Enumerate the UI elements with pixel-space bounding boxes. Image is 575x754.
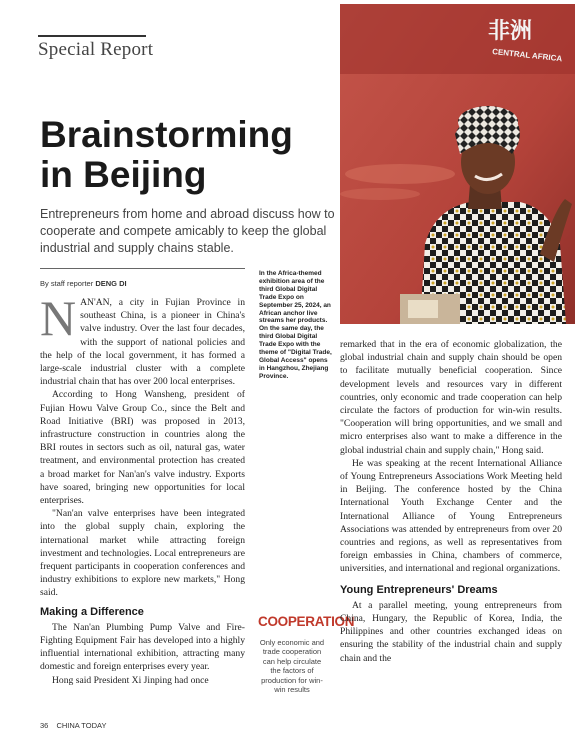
- byline: [40, 279, 127, 288]
- pullquote-text: Only economic and trade cooperation can help circulate the factors of production for win-win results: [259, 638, 325, 695]
- publication-name: CHINA TODAY: [56, 721, 107, 730]
- article-title: [40, 115, 340, 195]
- paragraph: remarked that in the era of economic globalization, the global industrial chain and supply chain should be open to facilitate mutually beneficial cooperation. Since development levels and resources vary in different countries, only economic and trade cooperation can help circulate the factors of production for win-win results. "Cooperation will bring opportunities, and we small and micro enterprises also want to make a difference in the global industrial chain and supply chain," Hong said.: [340, 339, 562, 456]
- paragraph: According to Hong Wansheng, president of Fujian Howu Valve Group Co., since the Belt and Road Initiative (BRI) was proposed in 2013, infrastructure construction in countries along the BRI routes in sectors such as oil, natural gas, water treatment, and environmental protection has created a broad market for Nan'an's valve industry. Exports have soared, bringing new opportunities for local enterprises.: [40, 389, 245, 507]
- drop-cap: N: [40, 290, 77, 346]
- paragraph: "Nan'an valve enterprises have been integrated into the global supply chain, exploring the international market while attracting foreign investment and technologies. Local entrepreneurs are frequent participants in cooperation conferences and industry exhibitions to explore new markets," Hong said.: [40, 508, 245, 599]
- byline-rule: [40, 268, 245, 269]
- section-label: Special Report: [38, 39, 154, 60]
- byline-prefix: By staff reporter: [40, 279, 94, 288]
- section-rule: [38, 35, 146, 37]
- paragraph-text: AN'AN, a city in Fujian Province in southeast China, is a pioneer in China's valve industry. Over the last four decades, with the support of national policies and the help of the local government, it has formed a large-scale industrial cluster with a complete industrial chain that has over 200 local enterprises.: [40, 297, 245, 388]
- photo-caption: In the Africa-themed exhibition area of the third Global Digital Trade Expo on September 25, 2024, an African anchor live streams her products. On the same day, the third Global Digital Trade Expo with the theme of "Digital Trade, Global Access" opens in Hangzhou, Zhejiang Province.: [259, 270, 332, 380]
- paragraph: At a parallel meeting, young entrepreneurs from China, Hungary, the Republic of Korea, India, the Philippines and other countries exchanged ideas on ensuring the stability of the industrial chain and supply chain and the: [340, 599, 562, 664]
- article-column-1: [40, 290, 245, 687]
- paragraph: The Nan'an Plumbing Pump Valve and Fire-Fighting Equipment Fair has developed into a highly influential international exhibition, attracting many domestic and foreign enterprises every year.: [40, 621, 245, 673]
- paragraph: He was speaking at the recent International Alliance of Young Entrepreneurs Associations Work Meeting held in Beijing. The conference hosted by the China International Youth Exchange Center and the International Alliance of Young Entrepreneurs Associations was attended by entrepreneurs from over 20 countries and regions, as well as representatives from foreign embassies in China, chambers of commerce, universities, and international and regional organizations.: [340, 457, 562, 575]
- title-line-1: Brainstorming: [40, 114, 293, 155]
- article-column-3: [340, 338, 562, 665]
- pullquote-title: COOPERATION: [258, 614, 355, 629]
- subhead: Making a Difference: [40, 605, 144, 618]
- photo-sign-sub: CENTRAL AFRICA: [491, 47, 563, 64]
- paragraph: [40, 290, 245, 388]
- page-footer: [40, 721, 106, 730]
- subhead: Young Entrepreneurs' Dreams: [340, 583, 498, 596]
- photo-sign-text: 非洲: [488, 19, 533, 44]
- title-line-2: in Beijing: [40, 154, 207, 195]
- byline-name: DENG DI: [95, 279, 127, 288]
- article-photo: [340, 4, 575, 324]
- paragraph: Hong said President Xi Jinping had once: [52, 674, 209, 686]
- article-dek: Entrepreneurs from home and abroad discuss how to cooperate and compete amicably to keep the global industrial and supply chains stable.: [40, 207, 335, 255]
- page-number: 36: [40, 721, 49, 730]
